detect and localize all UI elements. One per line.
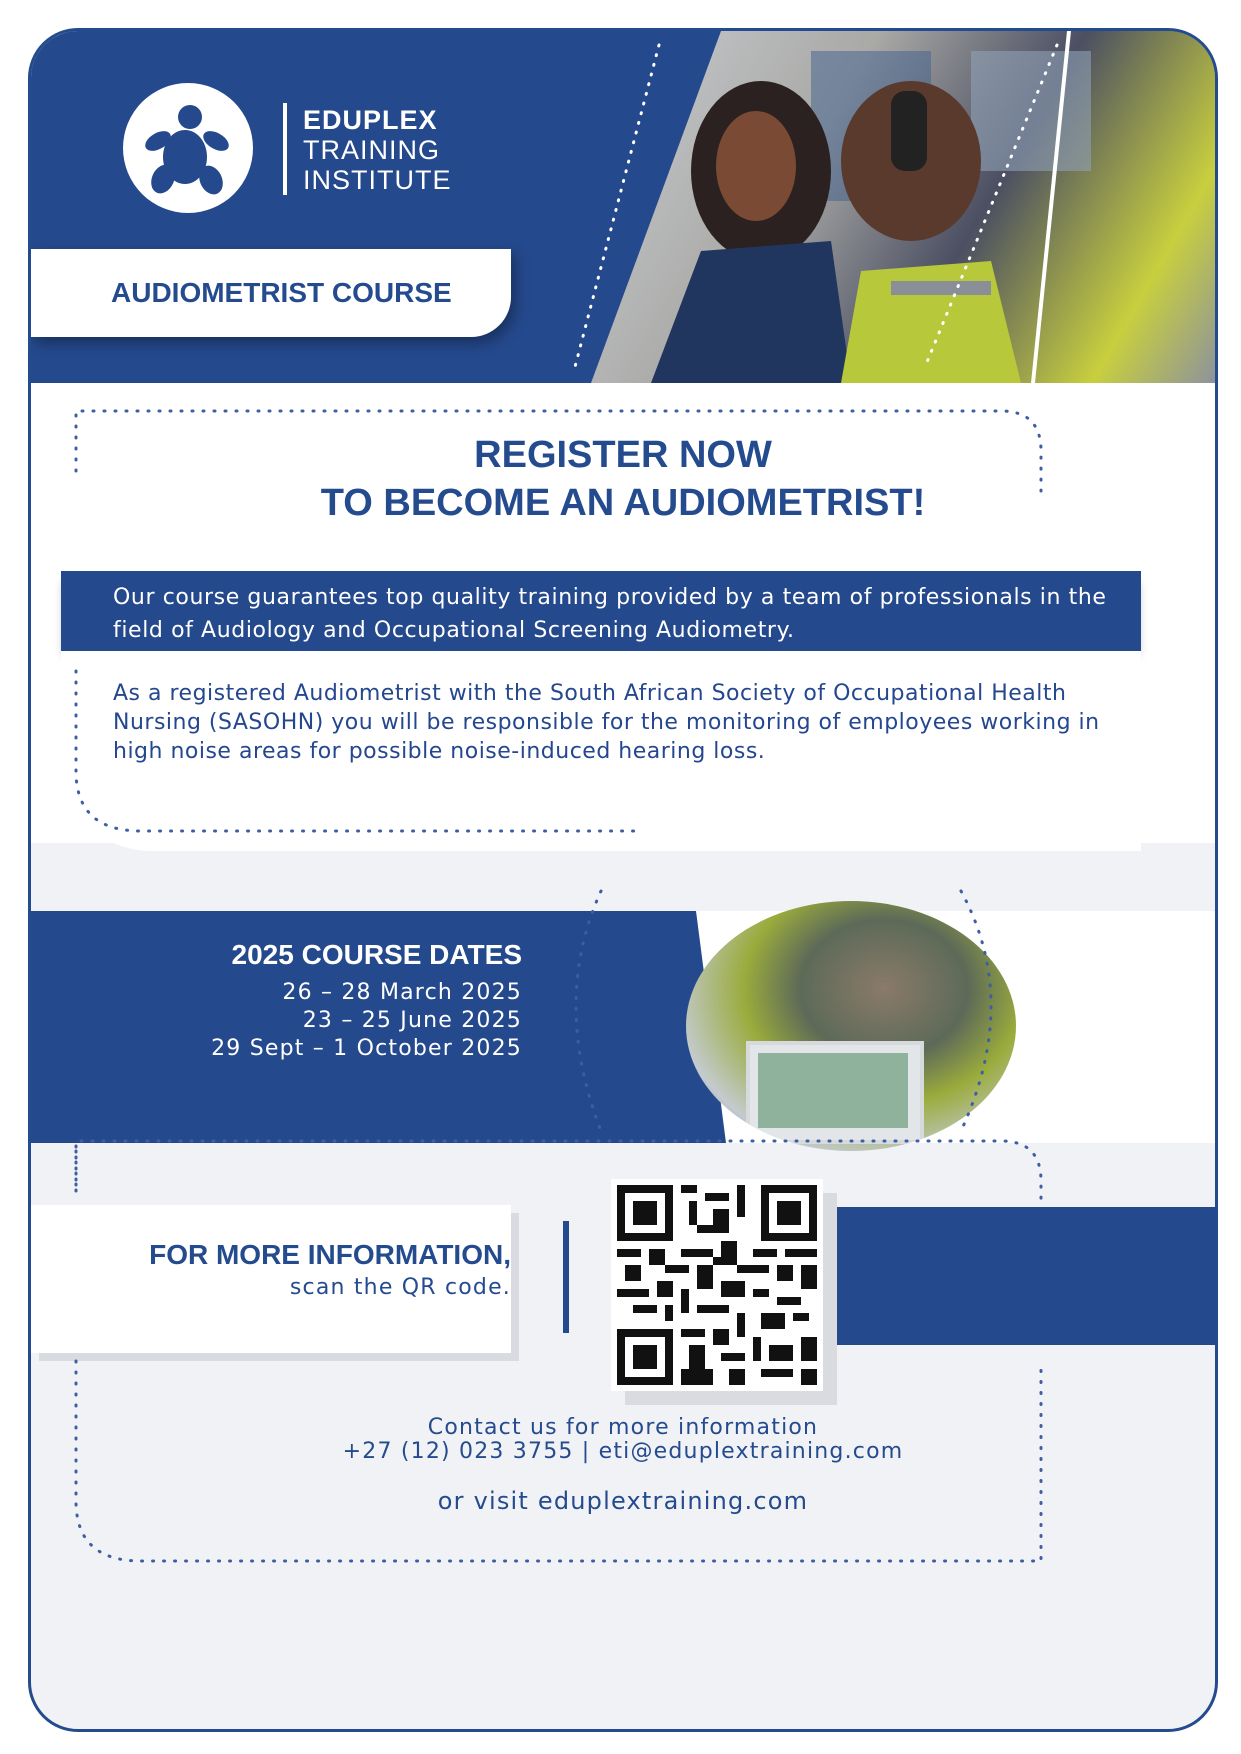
info-blue-band: [801, 1207, 1215, 1345]
dotted-diagonal: [571, 41, 661, 371]
audiometer-device: [746, 1041, 924, 1144]
brand-line-2: TRAINING: [303, 135, 441, 165]
poster-frame: [28, 28, 1218, 1732]
dotted-diagonal-right: [921, 41, 1061, 371]
date-item: 23 – 25 June 2025: [302, 1008, 522, 1033]
contact-intro: Contact us for more information: [427, 1415, 819, 1440]
dates-list: [211, 979, 522, 1063]
register-band: [61, 571, 1141, 651]
register-title: [31, 431, 1215, 527]
register-body-text: As a registered Audiometrist with the South African Society of Occupational Health Nursing (SASOHN) you will be responsible for the monitoring of employees working in high noise areas for possible noise-induced hearing loss.: [113, 681, 1100, 764]
contact-website[interactable]: or visit eduplextraining.com: [437, 1487, 809, 1515]
register-card: [61, 651, 1141, 851]
header-section: [31, 31, 1215, 383]
date-item: 29 Sept – 1 October 2025: [211, 1036, 522, 1061]
date-item: 26 – 28 March 2025: [282, 980, 522, 1005]
dates-title: 2025 COURSE DATES: [231, 939, 522, 970]
register-band-text: Our course guarantees top quality training provided by a team of professionals in the field of Audiology and Occupational Screening Audiometry.: [113, 585, 1107, 643]
brand-line-3: INSTITUTE: [303, 165, 452, 195]
brand-line-1: EDUPLEX: [303, 105, 438, 135]
audiometer-photo: [686, 901, 1016, 1151]
contact-phone-email[interactable]: +27 (12) 023 3755 | eti@eduplextraining.com: [342, 1439, 904, 1464]
brand-wordmark: [303, 105, 452, 195]
info-subtitle: scan the QR code.: [289, 1275, 511, 1300]
register-title-line-1: REGISTER NOW: [474, 434, 772, 476]
qr-code[interactable]: [611, 1179, 823, 1391]
logo-circle: [123, 83, 253, 213]
audiometry-photo: [591, 31, 1215, 383]
register-title-line-2: TO BECOME AN AUDIOMETRIST!: [320, 482, 926, 524]
turtle-icon: [123, 83, 253, 213]
course-tab-label: AUDIOMETRIST COURSE: [111, 277, 452, 308]
logo-divider: [283, 103, 287, 195]
info-divider: [563, 1221, 569, 1333]
course-tab: [31, 249, 511, 337]
info-title: FOR MORE INFORMATION,: [149, 1239, 511, 1270]
